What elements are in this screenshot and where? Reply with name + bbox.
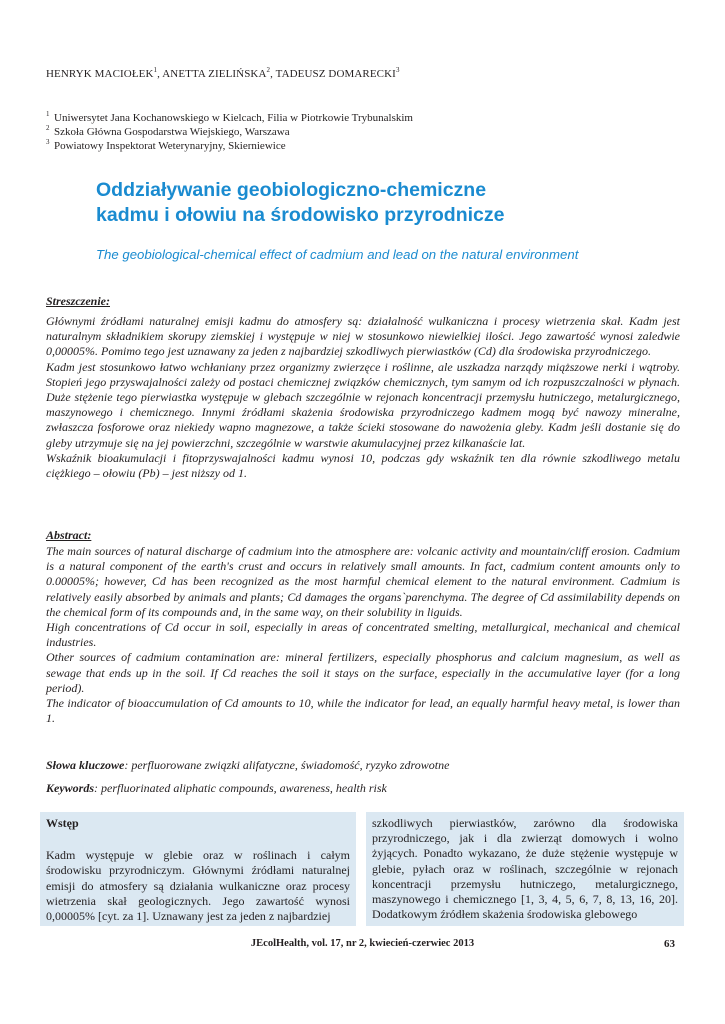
streszczenie-heading: Streszczenie:: [46, 294, 110, 308]
title-line: Oddziaływanie geobiologiczno-chemiczne: [96, 179, 487, 201]
streszczenie-paragraph: Głównymi źródłami naturalnej emisji kadmu do atmosfery są: działalność wulkaniczna i procesy wietrzenia skał. Kadm jest naturalnym składnikiem skorupy ziemskiej i występuje w niej w stosunkowo niewielkiej ilości. Jego zawartość wynosi zaledwie 0,00005%. Pomimo tego jest uznawany za jeden z najbardziej szkodliwych pierwiastków (Cd) dla środowiska przyrodniczego.: [46, 314, 680, 359]
abstract-paragraph: The indicator of bioaccumulation of Cd amounts to 10, while the indicator for lead, an equally harmful heavy metal, is lower than 1.: [46, 696, 680, 726]
affiliation-number: 2: [46, 124, 50, 132]
author-name: , ANETTA ZIELIŃSKA: [157, 68, 267, 80]
affiliation: [46, 124, 290, 138]
intro-right-column: [366, 812, 684, 926]
affiliation: [46, 110, 413, 124]
intro-paragraph: szkodliwych pierwiastków, zarówno dla środowiska przyrodniczego, jak i dla zwierząt domowych i wolno żyjących. Ponadto wykazano, że duże stężenie występuje w glebie, pyłach oraz w roślinach, szczególnie w rejonach koncentracji przemysłu hutniczego, metalurgicznego, maszynowego i chemicznego [1, 3, 4, 5, 6, 7, 8, 13, 16, 20]. Dodatkowym źródłem skażenia środowiska glebowego: [372, 816, 678, 922]
keywords-english: [46, 781, 680, 796]
affiliation: [46, 138, 286, 152]
abstract-heading: Abstract:: [46, 528, 92, 542]
streszczenie-paragraph: Kadm jest stosunkowo łatwo wchłaniany przez organizmy zwierzęce i roślinne, ale uszkadza narządy miąższowe nerki i wątroby. Stopień jego przyswajalności zależy od postaci chemicznej związków chemicznych, tym samym od ich rozpuszczalności w płynach. Duże stężenie tego pierwiastka występuje w glebach szczególnie w rejonach koncentracji przemysłu hutniczego, metalurgicznego, maszynowego i chemicznego. Innymi źródłami skażenia środowiska przyrodniczego kadmem mogą być nawozy mineralne, zwłaszcza fosforowe oraz niekiedy wapno magnezowe, a także ścieki stosowane do nawożenia gleby. Kadm jeśli dostanie się do gleby utrzymuje się na jej powierzchni, szczególnie w warstwie akumulacyjnej przez kilkanaście lat.: [46, 359, 680, 450]
abstract-body: [46, 544, 680, 726]
article-subtitle: The geobiological-chemical effect of cadmium and lead on the natural environment: [96, 247, 579, 262]
title-line: kadmu i ołowiu na środowisko przyrodnicze: [96, 204, 505, 226]
streszczenie-paragraph: Wskaźnik bioakumulacji i fitoprzyswajalności kadmu wynosi 10, podczas gdy wskaźnik ten dla równie szkodliwego metalu ciężkiego – ołowiu (Pb) – jest niższy od 1.: [46, 450, 680, 481]
article-title: [96, 178, 656, 228]
affiliation-number: 3: [46, 138, 50, 146]
abstract-paragraph: The main sources of natural discharge of cadmium into the atmosphere are: volcanic activity and mountain/cliff erosion. Cadmium is a natural component of the earth's crust and occurs in relatively small amounts. In fact, cadmium content amounts only to 0.00005%; however, Cd has been recognized as the most harmful chemical element to the natural environment. Cadmium is relatively easily absorbed by animals and plants; Cd damages the organs`parenchyma. The degree of Cd assimilability depends on the chemical form of its compounds and, in the same way, on their solubility in liguids.: [46, 544, 680, 619]
keywords-text: : perfluorinated aliphatic compounds, awareness, health risk: [94, 781, 387, 795]
intro-heading: Wstęp: [46, 816, 79, 830]
affiliation-text: Powiatowy Inspektorat Weterynaryjny, Skierniewice: [54, 140, 286, 152]
affiliation-text: Uniwersytet Jana Kochanowskiego w Kielcach, Filia w Piotrkowie Trybunalskim: [54, 112, 413, 124]
keywords-polish: [46, 758, 680, 773]
journal-footer: JEcolHealth, vol. 17, nr 2, kwiecień-czerwiec 2013: [250, 938, 475, 949]
keywords-text: : perfluorowane związki alifatyczne, świadomość, ryzyko zdrowotne: [124, 758, 450, 772]
author-list: [46, 66, 400, 80]
affiliation-marker: 2: [266, 66, 271, 74]
streszczenie-body: [46, 314, 680, 481]
affiliation-marker: 3: [395, 66, 400, 74]
page-number: 63: [664, 938, 675, 950]
abstract-paragraph: High concentrations of Cd occur in soil, especially in areas of concentrated smelting, metallurgical, mechanical and chemical industries.: [46, 620, 680, 650]
abstract-paragraph: Other sources of cadmium contamination are: mineral fertilizers, especially phosphorus and calcium magnesium, as well as sewage that ends up in the soil. If Cd reaches the soil it stays on the surface, especially in the accumulative layer (for a long period).: [46, 650, 680, 695]
author-name: , TADEUSZ DOMARECKI: [270, 68, 396, 80]
intro-left-column: [40, 812, 356, 926]
author-name: HENRYK MACIOŁEK: [46, 68, 154, 80]
affiliation-marker: 1: [153, 66, 158, 74]
keywords-label: Keywords: [46, 781, 94, 795]
intro-paragraph: Kadm występuje w glebie oraz w roślinach i całym środowisku przyrodniczym. Głównymi źródłami naturalnej emisji do atmosfery są działania wulkaniczne oraz procesy wietrzenia skał geologicznych. Jego zawartość wynosi 0,00005% [cyt. za 1]. Uznawany jest za jeden z najbardziej: [46, 848, 350, 924]
affiliation-text: Szkoła Główna Gospodarstwa Wiejskiego, Warszawa: [54, 126, 290, 138]
affiliation-number: 1: [46, 110, 50, 118]
keywords-label: Słowa kluczowe: [46, 758, 125, 772]
